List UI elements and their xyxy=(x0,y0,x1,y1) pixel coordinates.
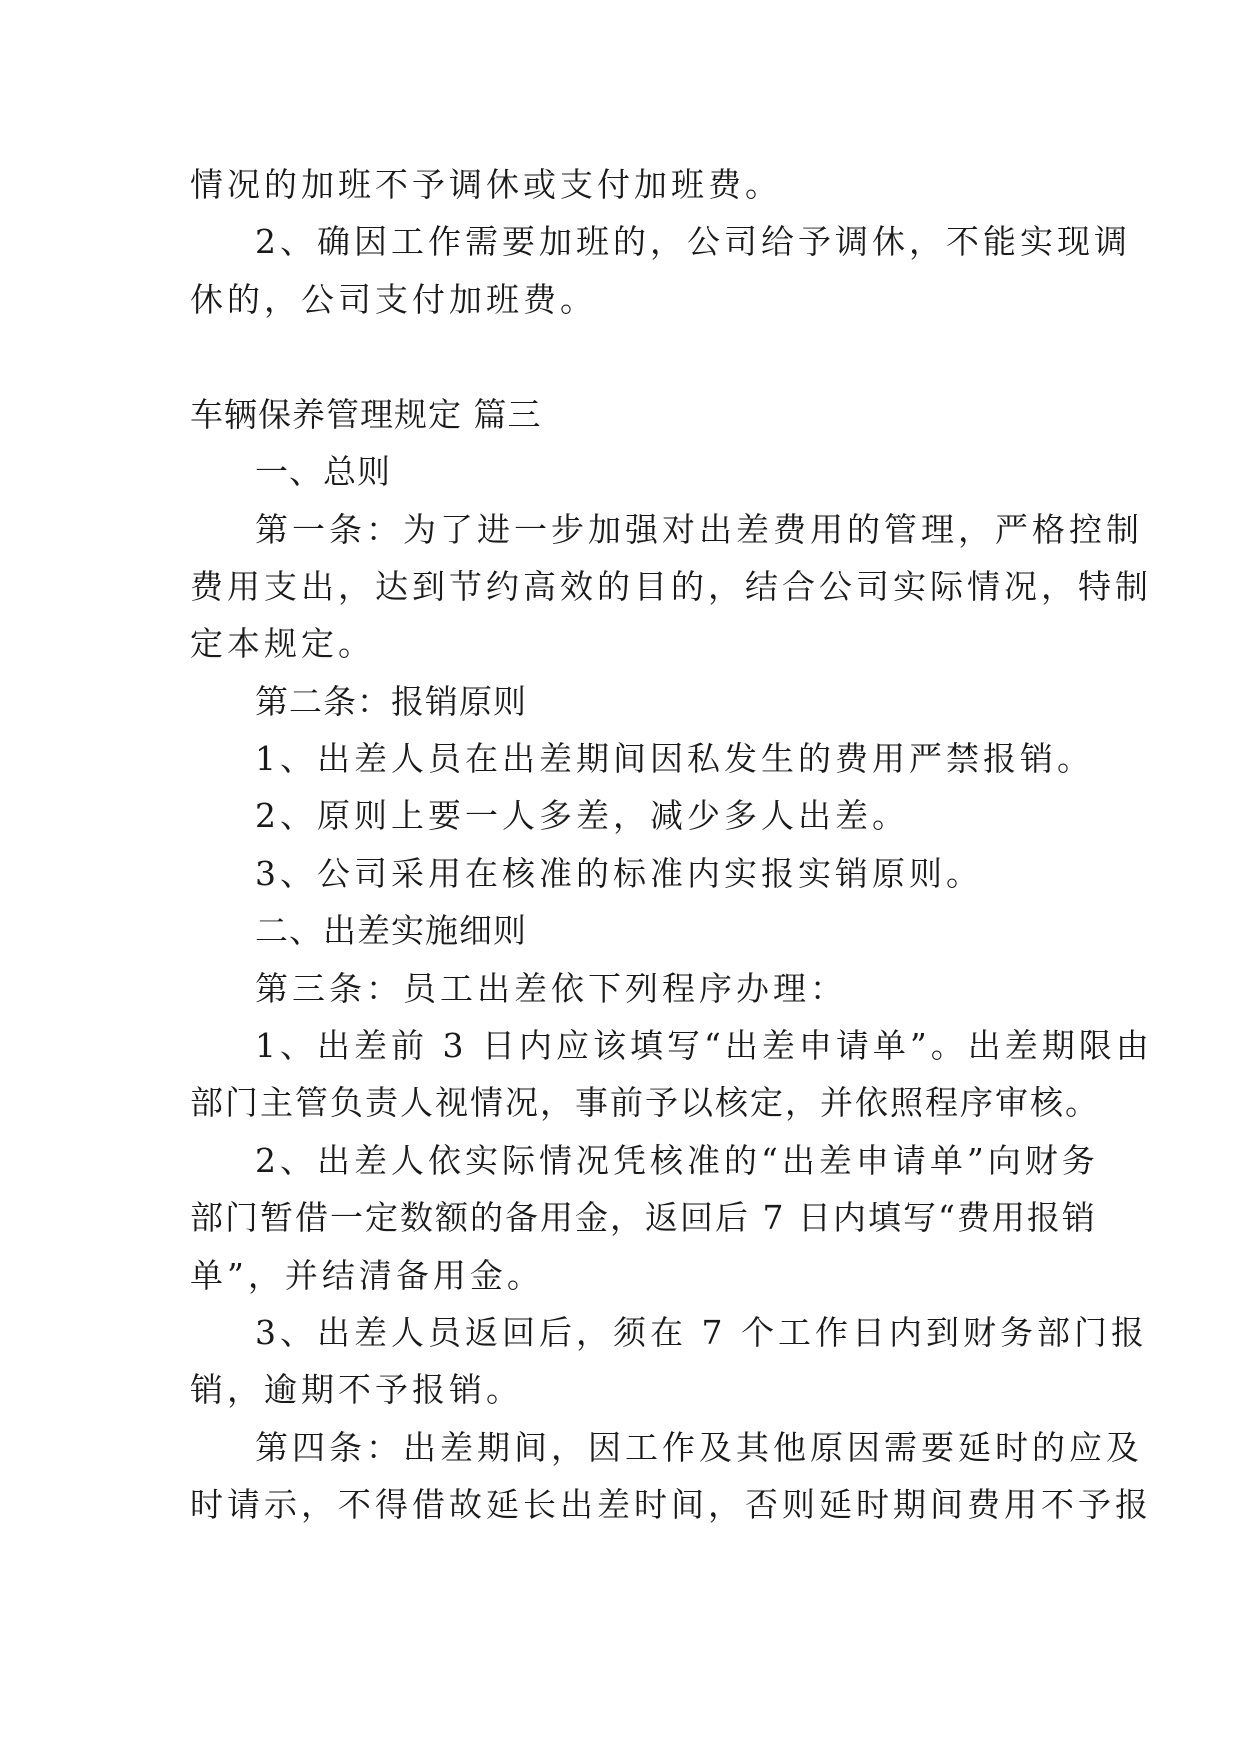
section-title: 车辆保养管理规定 篇三 xyxy=(190,395,542,434)
paragraph-line: 休的，公司支付加班费。 xyxy=(190,280,597,319)
paragraph-line: 情况的加班不予调休或支付加班费。 xyxy=(190,165,782,204)
chapter-heading: 一、总则 xyxy=(255,452,391,491)
paragraph-line: 第一条：为了进一步加强对出差费用的管理，严格控制 xyxy=(255,510,1143,549)
paragraph-line: 2、出差人依实际情况凭核准的“出差申请单”向财务 xyxy=(255,1141,1099,1180)
paragraph-line: 部门暂借一定数额的备用金，返回后 7 日内填写“费用报销 xyxy=(190,1198,1097,1237)
paragraph-line: 第三条：员工出差依下列程序办理： xyxy=(255,969,847,1008)
paragraph-line: 时请示，不得借故延长出差时间，否则延时期间费用不予报 xyxy=(190,1485,1152,1524)
paragraph-line: 2、确因工作需要加班的，公司给予调休，不能实现调 xyxy=(255,222,1131,261)
article-heading: 第二条：报销原则 xyxy=(255,682,527,721)
paragraph-line: 费用支出，达到节约高效的目的，结合公司实际情况，特制 xyxy=(190,567,1152,606)
paragraph-line: 3、出差人员返回后，须在 7 个工作日内到财务部门报 xyxy=(255,1313,1148,1352)
paragraph-line: 1、出差人员在出差期间因私发生的费用严禁报销。 xyxy=(255,739,1094,778)
chapter-heading: 二、出差实施细则 xyxy=(255,911,527,950)
paragraph-line: 销，逾期不予报销。 xyxy=(190,1370,523,1409)
paragraph-line: 单”，并结清备用金。 xyxy=(190,1256,544,1295)
paragraph-line: 2、原则上要一人多差，减少多人出差。 xyxy=(255,796,909,835)
paragraph-line: 第四条：出差期间，因工作及其他原因需要延时的应及 xyxy=(255,1428,1143,1467)
paragraph-line: 1、出差前 3 日内应该填写“出差申请单”。出差期限由 xyxy=(255,1026,1153,1065)
paragraph-line: 3、公司采用在核准的标准内实报实销原则。 xyxy=(255,854,983,893)
paragraph-line: 部门主管负责人视情况，事前予以核定，并依照程序审核。 xyxy=(190,1083,1100,1122)
paragraph-line: 定本规定。 xyxy=(190,624,375,663)
